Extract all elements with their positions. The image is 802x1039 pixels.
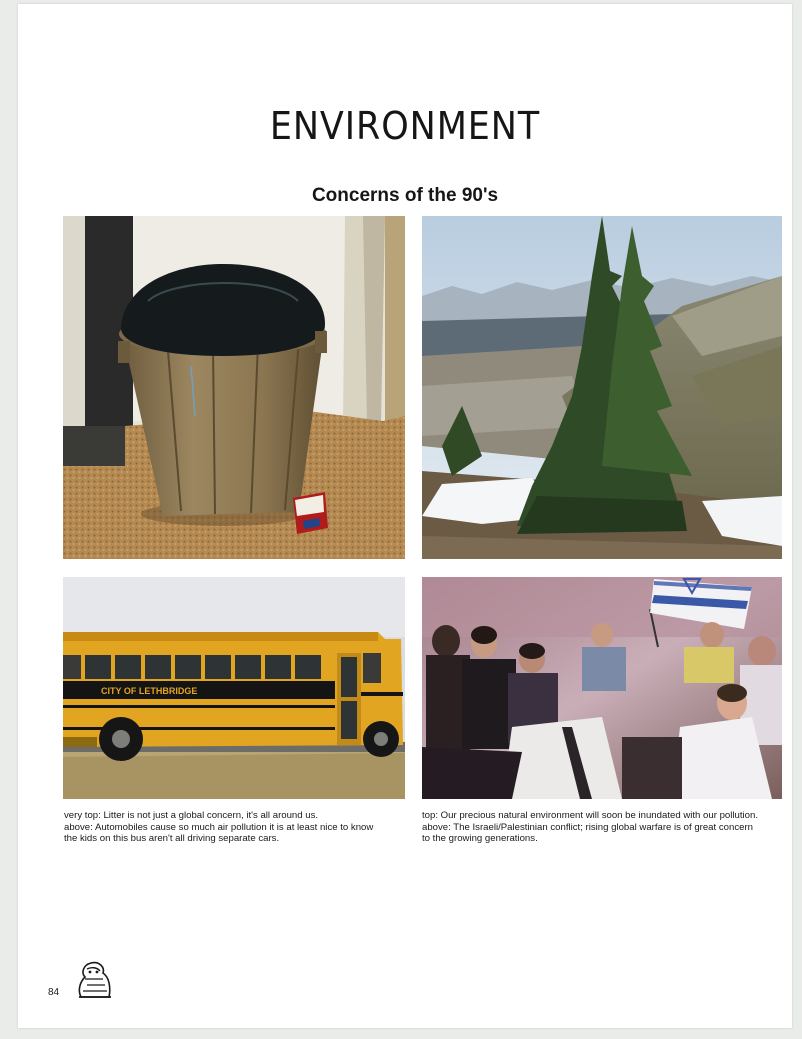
bus-side-sign: CITY OF LETHBRIDGE: [101, 686, 198, 696]
mountain-tree-photo: [422, 216, 782, 559]
school-bus-photo: [63, 577, 405, 799]
yearbook-page: [18, 4, 792, 1028]
page-title: ENVIRONMENT: [269, 104, 541, 148]
page-number: 84: [48, 987, 60, 998]
page-subtitle: Concerns of the 90's: [311, 185, 499, 206]
right-caption: [422, 810, 758, 845]
left-caption-line-1: very top: Litter is not just a global concern, it's all around us.: [64, 810, 319, 821]
left-caption-line-3: the kids on this bus aren't all driving separate cars.: [64, 833, 280, 844]
left-caption: [64, 810, 373, 845]
right-caption-line-2: above: The Israeli/Palestinian conflict; rising global warfare is of great concern: [422, 821, 753, 833]
right-caption-line-1: top: Our precious natural environment will soon be inundated with our pollution.: [422, 810, 758, 821]
right-caption-line-3: to the growing generations.: [422, 833, 538, 844]
conflict-crowd-photo: [422, 577, 782, 799]
mascot-logo-icon: [73, 959, 115, 1004]
left-caption-line-2: above: Automobiles cause so much air pollution it is at least nice to know: [64, 821, 374, 833]
trash-can-photo: [63, 216, 405, 559]
